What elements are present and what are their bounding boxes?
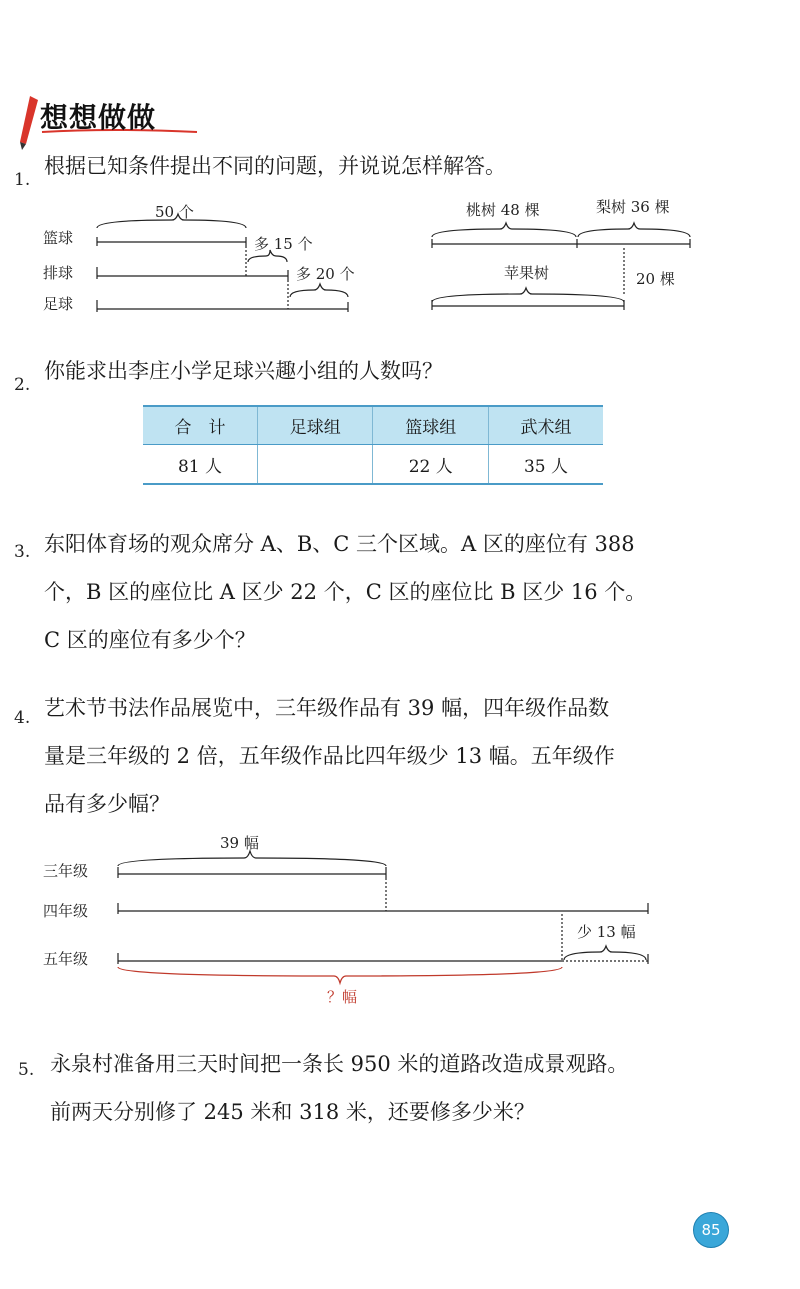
- label-less-13: 少 13 幅: [577, 923, 636, 941]
- question-2-text: 你能求出李庄小学足球兴趣小组的人数吗？: [44, 359, 443, 383]
- question-number-1: 1.: [14, 170, 31, 190]
- text-line: C 区的座位有多少个？: [44, 628, 256, 652]
- question-number-2: 2.: [14, 375, 31, 395]
- question-number-4: 4.: [14, 708, 31, 728]
- row-label-football: 足球: [43, 295, 74, 313]
- table-cell: 35 人: [489, 445, 603, 485]
- label-20-trees: 20 棵: [636, 270, 675, 288]
- table-cell: 22 人: [373, 445, 489, 485]
- row-label-grade3: 三年级: [43, 862, 89, 880]
- table-header: 足球组: [257, 406, 373, 445]
- text-line: 东阳体育场的观众席分 A、B、C 三个区域。A 区的座位有 388: [44, 532, 635, 556]
- row-label-basketball: 篮球: [43, 229, 74, 247]
- row-label-grade4: 四年级: [43, 902, 89, 920]
- table-header: 武术组: [489, 406, 603, 445]
- question-4-text: [44, 684, 615, 828]
- label-more-15: 多 15 个: [254, 235, 313, 253]
- question-3-text: [44, 520, 646, 664]
- text-line: 品有多少幅？: [44, 792, 170, 816]
- text-line: 量是三年级的 2 倍，五年级作品比四年级少 13 幅。五年级作: [44, 744, 615, 768]
- label-pear: 梨树 36 棵: [596, 198, 670, 216]
- text-line: 艺术节书法作品展览中，三年级作品有 39 幅，四年级作品数: [44, 696, 610, 720]
- label-question: ？幅: [327, 988, 358, 1006]
- row-label-grade5: 五年级: [43, 950, 89, 968]
- section-title: 想想做做: [40, 101, 157, 134]
- label-apple: 苹果树: [504, 264, 550, 282]
- label-39: 39 幅: [220, 834, 259, 852]
- q1-right-diagram: [0, 0, 800, 330]
- question-5-text: [50, 1040, 628, 1136]
- label-more-20: 多 20 个: [296, 265, 355, 283]
- group-table: [143, 405, 603, 485]
- q4-diagram: [0, 820, 800, 1020]
- question-number-5: 5.: [18, 1060, 35, 1080]
- table-cell: 81 人: [143, 445, 257, 485]
- page-number: 85: [693, 1212, 729, 1248]
- table-row: [143, 445, 603, 485]
- row-label-volleyball: 排球: [43, 264, 74, 282]
- text-line: 前两天分别修了 245 米和 318 米，还要修多少米？: [50, 1100, 535, 1124]
- label-peach: 桃树 48 棵: [466, 201, 540, 219]
- text-line: 个，B 区的座位比 A 区少 22 个，C 区的座位比 B 区少 16 个。: [44, 580, 647, 604]
- question-number-3: 3.: [14, 542, 31, 562]
- table-cell: [257, 445, 373, 485]
- text-line: 永泉村准备用三天时间把一条长 950 米的道路改造成景观路。: [50, 1052, 629, 1076]
- question-1-text: 根据已知条件提出不同的问题，并说说怎样解答。: [44, 154, 506, 178]
- table-header-row: [143, 406, 603, 445]
- table-header: 篮球组: [373, 406, 489, 445]
- label-50: 50 个: [155, 203, 194, 221]
- table-header: 合 计: [143, 406, 257, 445]
